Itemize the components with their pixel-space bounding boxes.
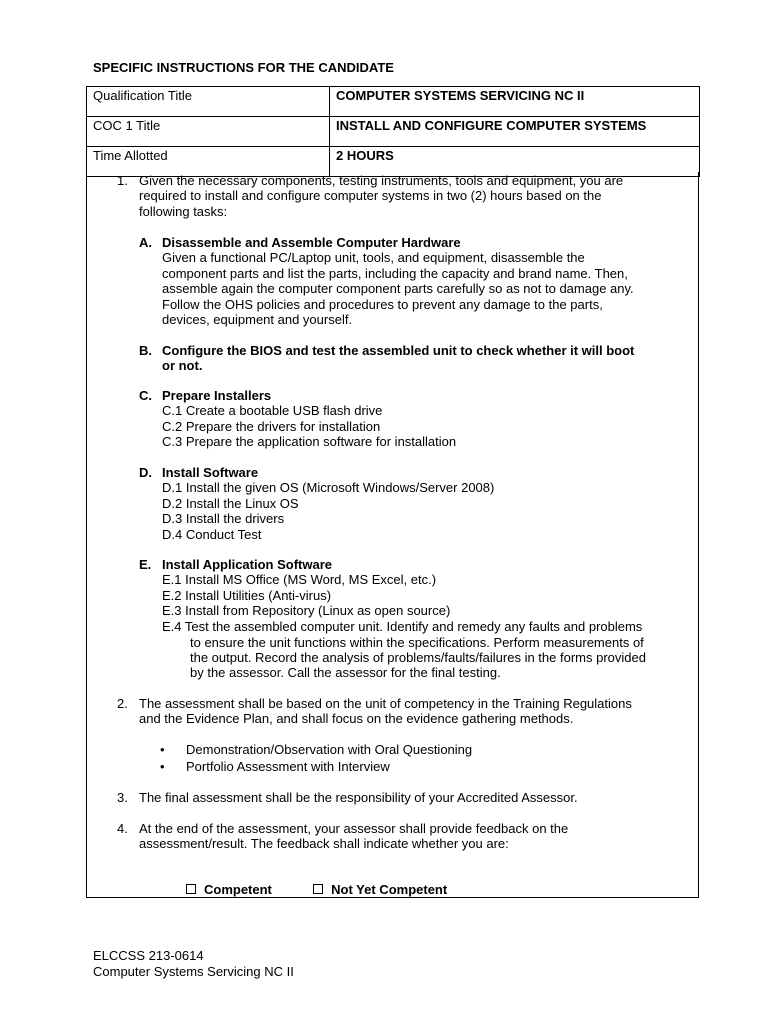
table-label: COC 1 Title <box>87 117 330 147</box>
task-d <box>162 465 494 542</box>
text-line: Follow the OHS policies and procedures to prevent any damage to the parts, <box>162 296 603 312</box>
table-value: 2 HOURS <box>330 147 700 177</box>
item3-text: The final assessment shall be the responsibility of your Accredited Assessor. <box>139 790 578 805</box>
footer-code: ELCCSS 213-0614 <box>93 948 204 963</box>
task-a <box>162 235 634 327</box>
list-item: Demonstration/Observation with Oral Questioning <box>186 742 473 757</box>
text-line: devices, equipment and yourself. <box>162 312 353 328</box>
task-e <box>162 557 642 634</box>
page-footer <box>93 948 294 980</box>
item-number: 4. <box>117 821 128 836</box>
list-item: C.2 Prepare the drivers for installation <box>162 418 381 434</box>
bullet-icon: • <box>160 759 165 774</box>
text-line: component parts and list the parts, including the capacity and brand name. Then, <box>162 265 628 281</box>
text-line: Given the necessary components, testing instruments, tools and equipment, you are <box>139 173 624 188</box>
item-number: 1. <box>117 173 128 188</box>
qualification-table <box>86 86 700 177</box>
table-row <box>87 87 700 117</box>
list-item: D.3 Install the drivers <box>162 511 285 527</box>
text-line: by the assessor. Call the assessor for the final testing. <box>190 665 501 681</box>
result-options <box>186 882 447 897</box>
text-line: required to install and configure computer systems in two (2) hours based on the <box>139 188 602 204</box>
option-label: Not Yet Competent <box>331 882 448 897</box>
page-heading: SPECIFIC INSTRUCTIONS FOR THE CANDIDATE <box>93 60 394 75</box>
task-b <box>162 343 634 374</box>
text-line: the output. Record the analysis of problems/faults/failures in the forms provided <box>190 650 646 665</box>
table-label: Time Allotted <box>87 147 330 177</box>
task-title: Install Software <box>162 465 259 480</box>
checkbox-not-yet-competent[interactable] <box>313 884 323 894</box>
text-line: and the Evidence Plan, and shall focus on the evidence gathering methods. <box>139 711 574 727</box>
list-item: C.1 Create a bootable USB flash drive <box>162 403 383 419</box>
item-number: 2. <box>117 696 128 711</box>
task-title: Configure the BIOS and test the assembled unit to check whether it will boot <box>162 343 635 358</box>
list-item: D.1 Install the given OS (Microsoft Windows/Server 2008) <box>162 480 495 496</box>
text-line: The assessment shall be based on the unit of competency in the Training Regulations <box>139 696 632 711</box>
task-title: Install Application Software <box>162 557 332 572</box>
task-title: Prepare Installers <box>162 388 272 403</box>
text-line: assessment/result. The feedback shall indicate whether you are: <box>139 836 509 852</box>
checkbox-competent[interactable] <box>186 884 196 894</box>
list-item: E.3 Install from Repository (Linux as open source) <box>162 603 451 619</box>
item-number: 3. <box>117 790 128 805</box>
task-letter: E. <box>139 557 152 572</box>
list-item: C.3 Prepare the application software for installation <box>162 434 457 450</box>
list-item: Portfolio Assessment with Interview <box>186 759 390 774</box>
option-label: Competent <box>204 882 272 897</box>
item2-text <box>139 696 632 727</box>
list-item: D.2 Install the Linux OS <box>162 495 299 511</box>
text-line: Given a functional PC/Laptop unit, tools, and equipment, disassemble the <box>162 250 585 266</box>
text-line: assemble again the computer component parts carefully so as not to damage any. <box>162 281 634 297</box>
list-item: E.4 Test the assembled computer unit. Identify and remedy any faults and problems <box>162 618 643 634</box>
text-line: At the end of the assessment, your assessor shall provide feedback on the <box>139 821 569 836</box>
task-letter: B. <box>139 343 152 358</box>
task-letter: C. <box>139 388 152 403</box>
list-item: D.4 Conduct Test <box>162 526 262 542</box>
text-line: following tasks: <box>139 203 228 219</box>
task-letter: A. <box>139 235 152 250</box>
item4-text <box>139 821 568 852</box>
task-letter: D. <box>139 465 152 480</box>
task-title: or not. <box>162 358 203 374</box>
table-row <box>87 117 700 147</box>
bullet-icon: • <box>160 742 165 757</box>
table-value: INSTALL AND CONFIGURE COMPUTER SYSTEMS <box>330 117 700 147</box>
task-c <box>162 388 456 450</box>
text-line: to ensure the unit functions within the specifications. Perform measurements of <box>190 634 644 650</box>
footer-title: Computer Systems Servicing NC II <box>93 964 294 979</box>
table-label: Qualification Title <box>87 87 330 117</box>
list-item: E.1 Install MS Office (MS Word, MS Excel, etc.) <box>162 572 437 588</box>
item1-text <box>139 173 623 219</box>
list-item: E.2 Install Utilities (Anti-virus) <box>162 587 332 603</box>
table-value: COMPUTER SYSTEMS SERVICING NC II <box>330 87 700 117</box>
task-title: Disassemble and Assemble Computer Hardware <box>162 235 461 250</box>
e4-continuation <box>190 635 646 681</box>
